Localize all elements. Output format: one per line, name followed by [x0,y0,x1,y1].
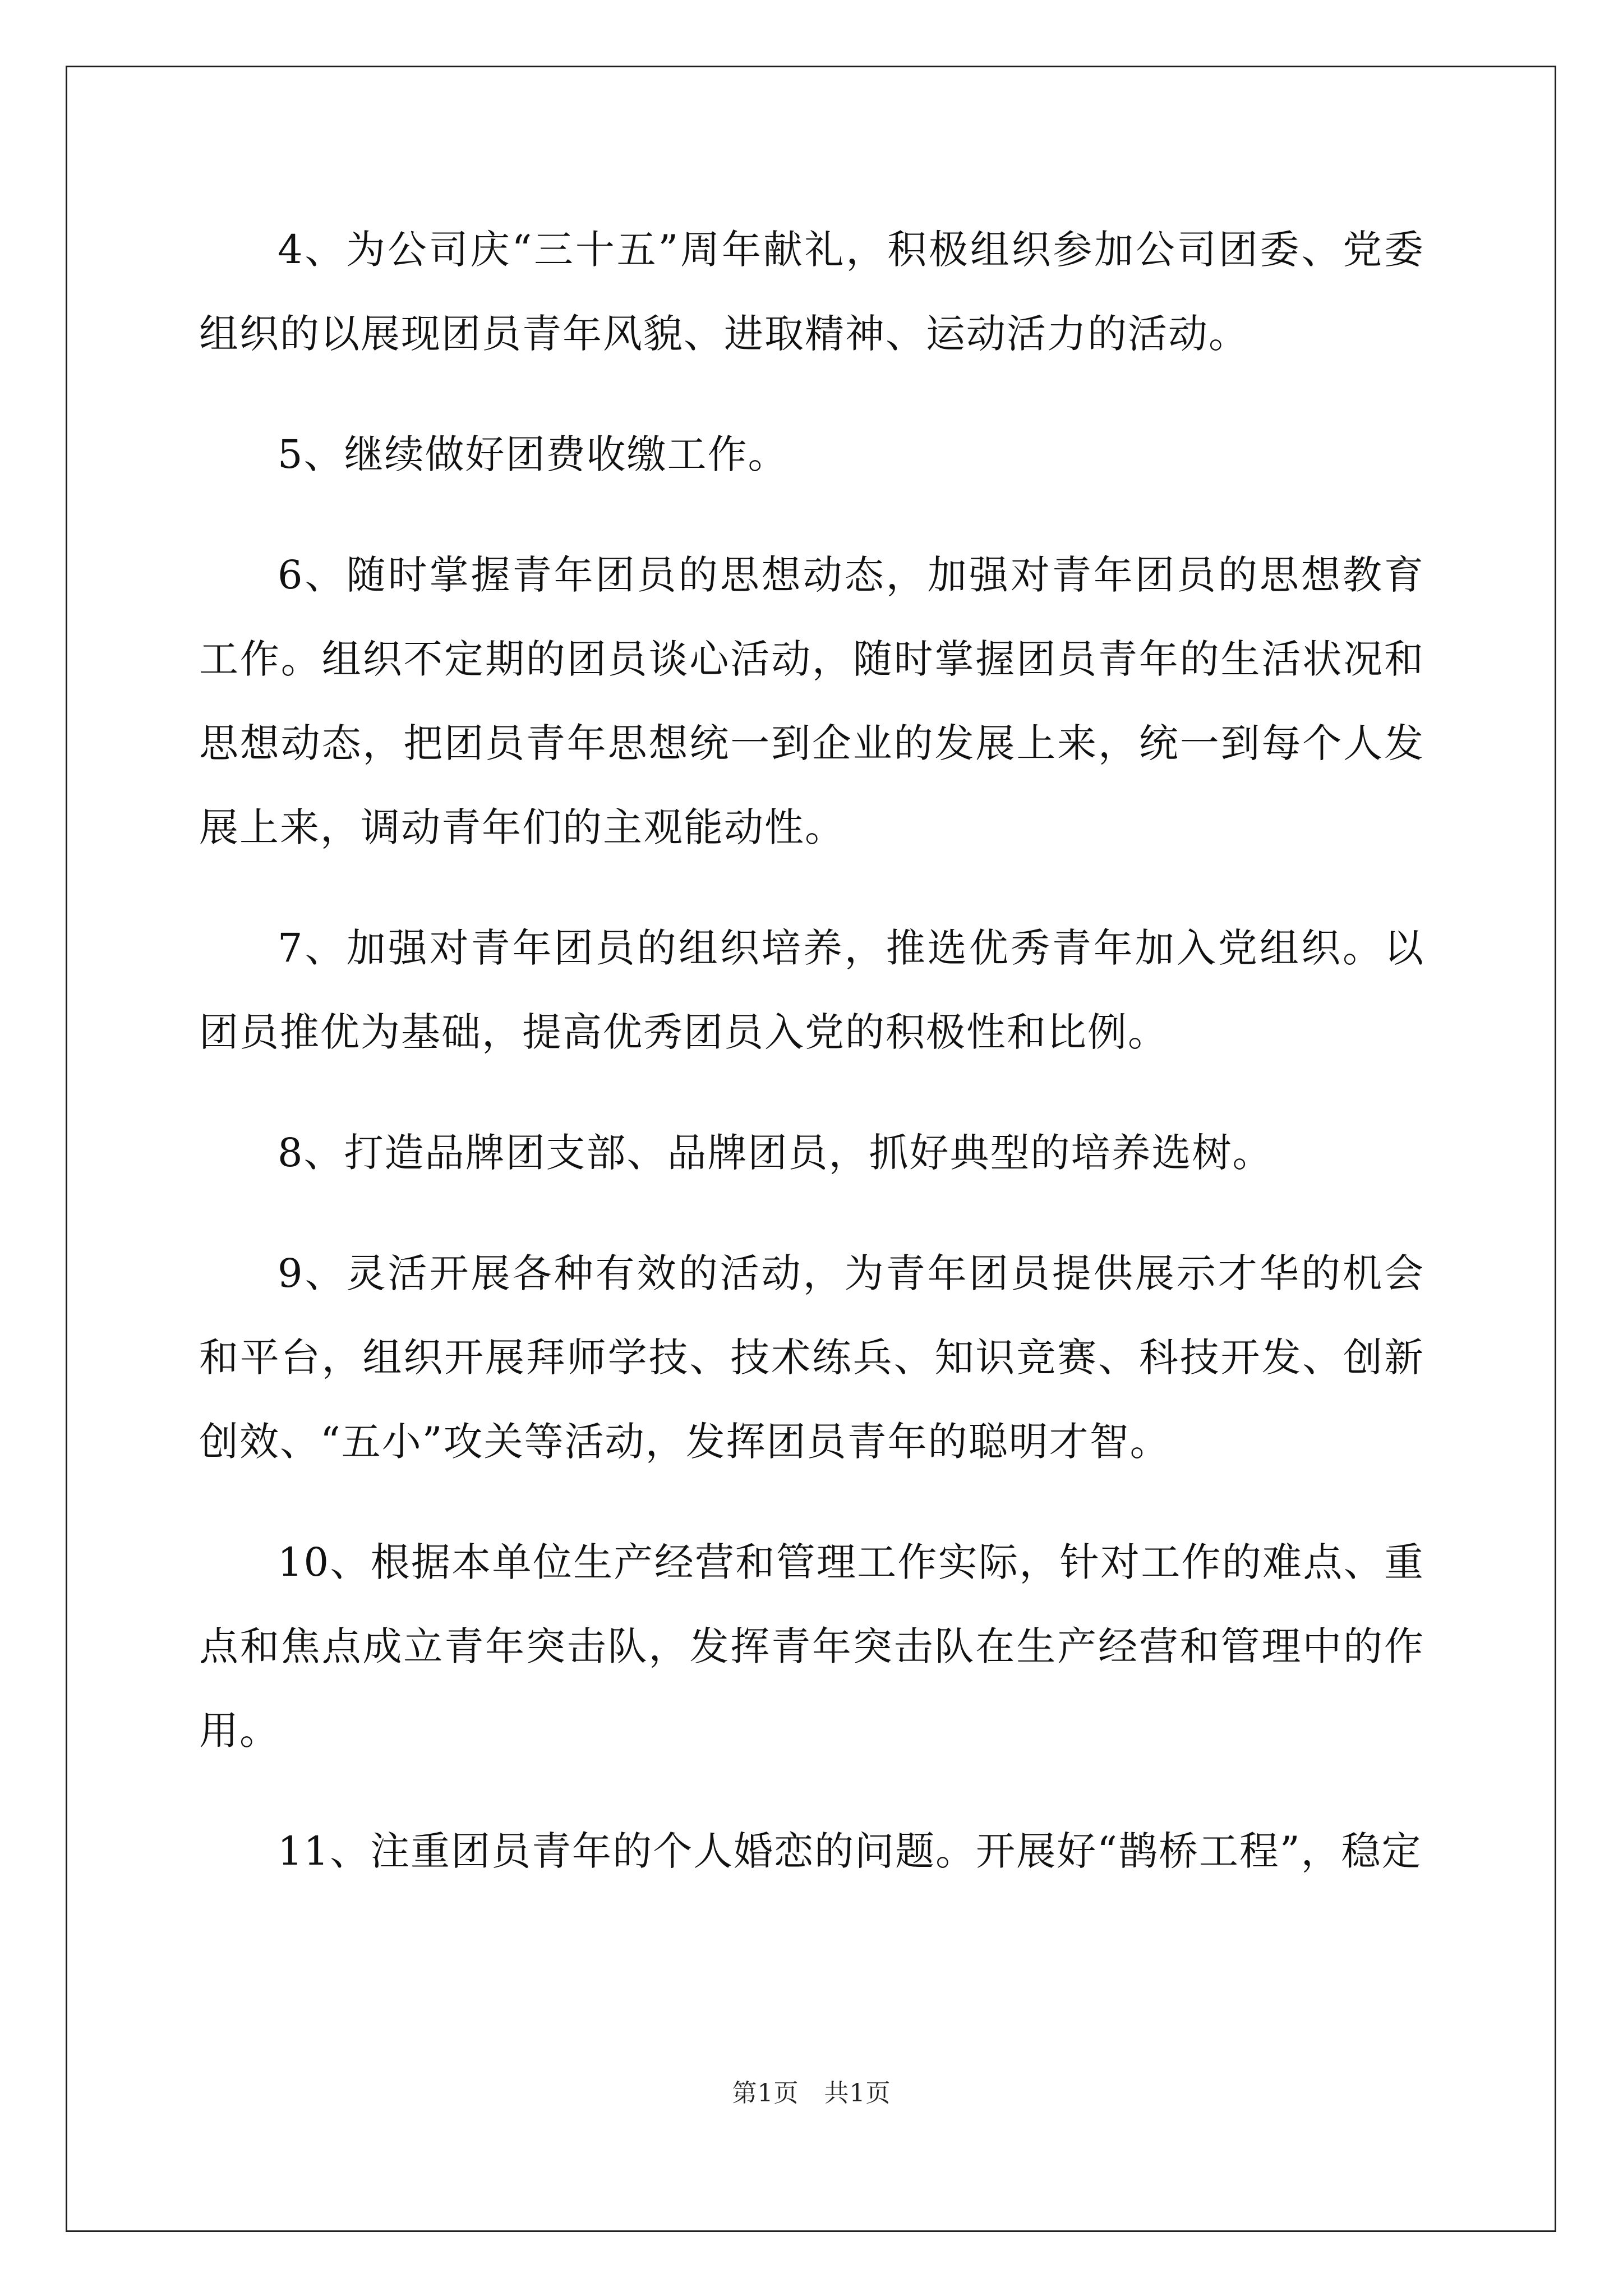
paragraph-item-4: 4、为公司庆“三十五”周年献礼，积极组织参加公司团委、党委组织的以展现团员青年风貌、进取精神、运动活力的活动。 [199,227,1424,357]
paragraph-item-5: 5、继续做好团费收缴工作。 [278,431,789,477]
paragraph-item-6: 6、随时掌握青年团员的思想动态，加强对青年团员的思想教育工作。组织不定期的团员谈心活动，随时掌握团员青年的生活状况和思想动态，把团员青年思想统一到企业的发展上来，统一到每个人发展上来，调动青年们的主观能动性。 [199,552,1424,850]
paragraph-item-11: 11、注重团员青年的个人婚恋的问题。开展好“鹊桥工程”，稳定 [278,1828,1422,1874]
paragraph-item-8: 8、打造品牌团支部、品牌团员，抓好典型的培养选树。 [278,1130,1273,1176]
paragraph-item-10: 10、根据本单位生产经营和管理工作实际，针对工作的难点、重点和焦点成立青年突击队，发挥青年突击队在生产经营和管理中的作用。 [199,1539,1424,1754]
paragraph-item-9: 9、灵活开展各种有效的活动，为青年团员提供展示才华的机会和平台，组织开展拜师学技、技术练兵、知识竞赛、科技开发、创新创效、“五小”攻关等活动，发挥团员青年的聪明才智。 [199,1250,1424,1465]
page-number-footer: 第1页 共1页 [732,2079,891,2108]
document-body [199,208,1424,1930]
paragraph-item-7: 7、加强对青年团员的组织培养，推选优秀青年加入党组织。以团员推优为基础，提高优秀团员入党的积极性和比例。 [199,925,1424,1055]
